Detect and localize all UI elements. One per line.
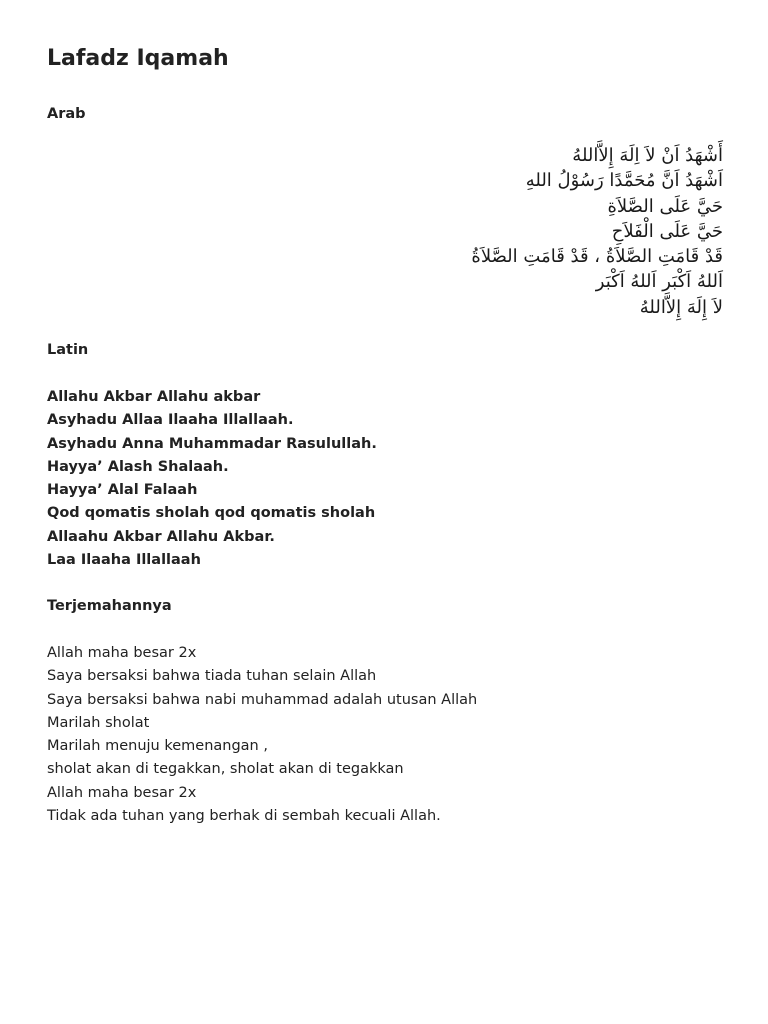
arabic-line: أَشْهَدُ اَنْ لاَ اِلَهَ إِلاَّاللهُ [572, 145, 723, 166]
latin-line: Qod qomatis sholah qod qomatis sholah [47, 505, 376, 522]
translation-line: Allah maha besar 2x [47, 784, 197, 801]
arabic-line: اَشْهَدُ اَنَّ مُحَمَّدًا رَسُوْلُ اللهِ [525, 170, 723, 192]
translation-line: sholat akan di tegakkan, sholat akan di tegakkan [47, 761, 404, 778]
arabic-line: حَيَّ عَلَى الْفَلاَحِ [611, 220, 723, 242]
document-page [47, 0, 723, 1024]
section-heading-latin: Latin [47, 342, 89, 358]
arabic-text-block [47, 143, 723, 320]
latin-line: Hayya’ Alal Falaah [47, 482, 198, 499]
latin-text-block [47, 386, 377, 572]
section-heading-arab: Arab [47, 106, 86, 122]
latin-line: Asyhadu Anna Muhammadar Rasulullah. [47, 435, 377, 452]
latin-line: Hayya’ Alash Shalaah. [47, 458, 229, 475]
latin-line: Allaahu Akbar Allahu Akbar. [47, 528, 275, 545]
arabic-line: اَللهُ اَكْبَر اَللهُ اَكْبَر [595, 271, 723, 293]
page-title: Lafadz Iqamah [47, 46, 229, 71]
arabic-line: لاَ إِلَهَ إِلاَّاللهُ [639, 296, 723, 318]
latin-line: Asyhadu Allaa Ilaaha Illallaah. [47, 412, 294, 429]
section-heading-translation: Terjemahannya [47, 598, 172, 614]
latin-line: Allahu Akbar Allahu akbar [47, 389, 261, 405]
arabic-line: قَدْ قَامَتِ الصَّلاَةُ ، قَدْ قَامَتِ الصَّلاَةُ [471, 246, 723, 268]
translation-line: Saya bersaksi bahwa tiada tuhan selain Allah [47, 668, 377, 685]
latin-line: Laa Ilaaha Illallaah [47, 552, 201, 569]
translation-line: Marilah menuju kemenangan , [47, 738, 268, 755]
translation-line: Marilah sholat [47, 714, 150, 731]
arabic-line: حَيَّ عَلَى الصَّلاَةِ [607, 195, 723, 217]
translation-line: Allah maha besar 2x [47, 645, 197, 661]
translation-line: Tidak ada tuhan yang berhak di sembah kecuali Allah. [47, 808, 441, 825]
translation-line: Saya bersaksi bahwa nabi muhammad adalah utusan Allah [47, 691, 478, 708]
translation-text-block [47, 642, 477, 828]
